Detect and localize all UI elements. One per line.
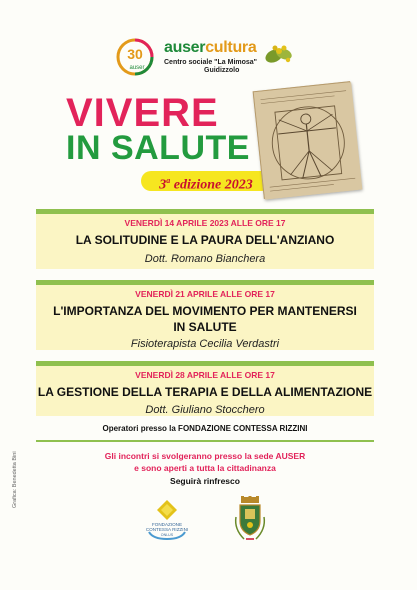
- event-2-topic-line2: IN SALUTE: [173, 320, 237, 334]
- info-line-1: [36, 450, 374, 462]
- edition-text: edizione 2023: [170, 177, 253, 193]
- vitruvian-man-drawing: [254, 82, 363, 200]
- centro-sociale: Centro sociale "La Mimosa": [164, 59, 257, 66]
- operatori-note: Operatori presso la FONDAZIONE CONTESSA RIZZINI: [102, 424, 308, 433]
- event-1-date: VENERDÌ 14 APRILE 2023 ALLE ORE 17: [124, 218, 286, 228]
- edition-badge: [141, 171, 271, 191]
- auser-30-logo: [116, 38, 154, 76]
- event-1-topic: LA SOLITUDINE E LA PAURA DELL'ANZIANO: [75, 233, 335, 247]
- info-line-3: Seguirà rinfresco: [170, 476, 240, 486]
- graphic-credit: Grafica: Benedetta Bini: [12, 451, 18, 508]
- title-in-salute: IN SALUTE: [66, 129, 250, 167]
- cultura-word: cultura: [205, 39, 257, 56]
- divider-line: [36, 440, 374, 442]
- event-2-speaker: Fisioterapista Cecilia Verdastri: [130, 338, 280, 350]
- comune-coat-of-arms-icon: [232, 495, 268, 543]
- info-line-1-black: presso la sede AUSER: [214, 451, 306, 461]
- town-name: Guidizzolo: [204, 67, 240, 74]
- event-3-date: VENERDÌ 28 APRILE ALLE ORE 17: [135, 370, 275, 380]
- event-3-topic: LA GESTIONE DELLA TERAPIA E DELLA ALIMENTAZIONE: [37, 385, 373, 399]
- info-line-1-red: Gli incontri si svolgeranno: [104, 451, 215, 461]
- fondazione-rizzini-logo: [143, 498, 191, 540]
- info-line-2: e sono aperti a tutta la cittadinanza: [134, 463, 276, 473]
- fondazione-line1: FONDAZIONE: [151, 522, 183, 527]
- logo30-number: 30: [127, 46, 143, 62]
- event-1-speaker: Dott. Romano Bianchera: [144, 253, 266, 265]
- event-2-date: VENERDÌ 21 APRILE ALLE ORE 17: [135, 289, 275, 299]
- event-1: [36, 209, 374, 269]
- edition-number: 3: [159, 177, 167, 193]
- fondazione-line3: ONLUS: [160, 533, 174, 537]
- event-2-topic: [36, 303, 374, 335]
- mimosa-icon: [262, 42, 296, 72]
- event-2: [36, 280, 374, 350]
- edition-superscript: a: [166, 176, 171, 185]
- event-2-topic-line1: L'IMPORTANZA DEL MOVIMENTO PER MANTENERSI: [53, 304, 357, 318]
- fondazione-line2: CONTESSA RIZZINI: [145, 527, 189, 532]
- event-3-speaker: Dott. Giuliano Stocchero: [145, 404, 265, 416]
- event-3: [36, 361, 374, 416]
- auser-word: auser: [164, 39, 206, 56]
- title-vivere: VIVERE: [66, 91, 219, 135]
- vitruvian-man-image: [253, 81, 362, 199]
- logo30-sub: auser: [129, 65, 145, 71]
